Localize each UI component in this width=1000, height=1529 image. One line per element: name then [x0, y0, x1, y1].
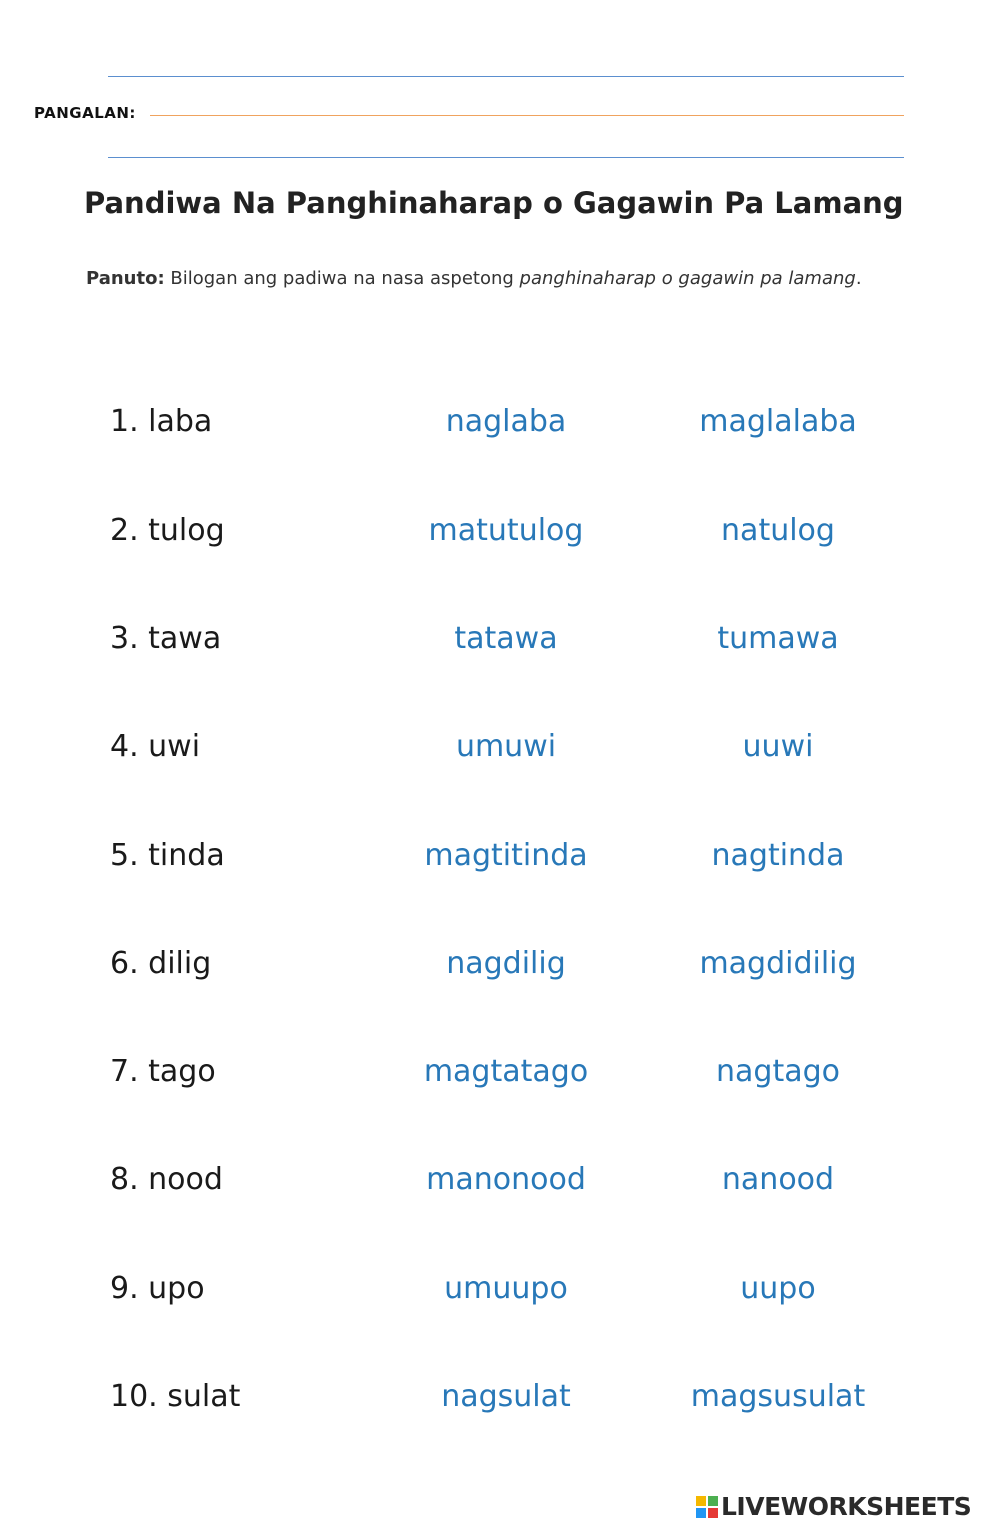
choice-a[interactable]: umuupo: [444, 1271, 568, 1306]
item-root-word: 3. tawa: [110, 621, 222, 656]
name-label: PANGALAN:: [34, 104, 136, 122]
choice-a[interactable]: matutulog: [428, 513, 584, 548]
item-root-word: 10. sulat: [110, 1379, 241, 1414]
item-root-word: 5. tinda: [110, 838, 225, 873]
choice-a[interactable]: manonood: [426, 1162, 586, 1197]
worksheet-title: Pandiwa Na Panghinaharap o Gagawin Pa Lamang: [84, 186, 904, 220]
item-row: [0, 1271, 1000, 1321]
instructions-text: Bilogan ang padiwa na nasa aspetong: [164, 268, 520, 289]
item-row: [0, 513, 1000, 563]
choice-b[interactable]: maglalaba: [699, 404, 857, 439]
item-row: [0, 621, 1000, 671]
item-row: [0, 1054, 1000, 1104]
choice-a[interactable]: magtitinda: [424, 838, 588, 873]
instructions-emphasis: panghinaharap o gagawin pa lamang: [519, 268, 856, 289]
choice-a[interactable]: tatawa: [454, 621, 558, 656]
logo-square: [696, 1496, 706, 1506]
choice-a[interactable]: umuwi: [455, 729, 557, 764]
choice-b[interactable]: nagtago: [716, 1054, 840, 1089]
logo-square: [696, 1508, 706, 1518]
item-root-word: 4. uwi: [110, 729, 201, 764]
item-row: [0, 1162, 1000, 1212]
choice-b[interactable]: uupo: [740, 1271, 816, 1306]
choice-a[interactable]: magtatago: [423, 1054, 589, 1089]
choice-a[interactable]: nagsulat: [441, 1379, 571, 1414]
name-input-line[interactable]: [150, 115, 904, 116]
instructions-label: Panuto:: [86, 268, 165, 289]
name-line-bottom: [108, 157, 904, 158]
item-row: [0, 729, 1000, 779]
choice-b[interactable]: magsusulat: [690, 1379, 866, 1414]
item-root-word: 9. upo: [110, 1271, 205, 1306]
choice-b[interactable]: uuwi: [742, 729, 814, 764]
choice-a[interactable]: naglaba: [445, 404, 567, 439]
item-row: [0, 1379, 1000, 1429]
choice-a[interactable]: nagdilig: [446, 946, 566, 981]
choice-b[interactable]: natulog: [721, 513, 835, 548]
choice-b[interactable]: tumawa: [717, 621, 839, 656]
item-root-word: 7. tago: [110, 1054, 216, 1089]
brand-text: LIVEWORKSHEETS: [721, 1492, 972, 1521]
item-row: [0, 404, 1000, 454]
choice-b[interactable]: magdidilig: [699, 946, 857, 981]
logo-square: [708, 1496, 718, 1506]
instructions-end: .: [855, 268, 862, 289]
liveworksheets-brand: [696, 1492, 971, 1521]
item-row: [0, 946, 1000, 996]
logo-square: [708, 1508, 718, 1518]
item-root-word: 1. laba: [110, 404, 213, 439]
choice-b[interactable]: nanood: [721, 1162, 835, 1197]
item-root-word: 8. nood: [110, 1162, 223, 1197]
choice-b[interactable]: nagtinda: [711, 838, 845, 873]
liveworksheets-logo-icon: [696, 1496, 718, 1518]
instructions: [86, 256, 906, 302]
name-line-top: [108, 76, 904, 77]
item-root-word: 6. dilig: [110, 946, 212, 981]
item-row: [0, 838, 1000, 888]
item-root-word: 2. tulog: [110, 513, 225, 548]
